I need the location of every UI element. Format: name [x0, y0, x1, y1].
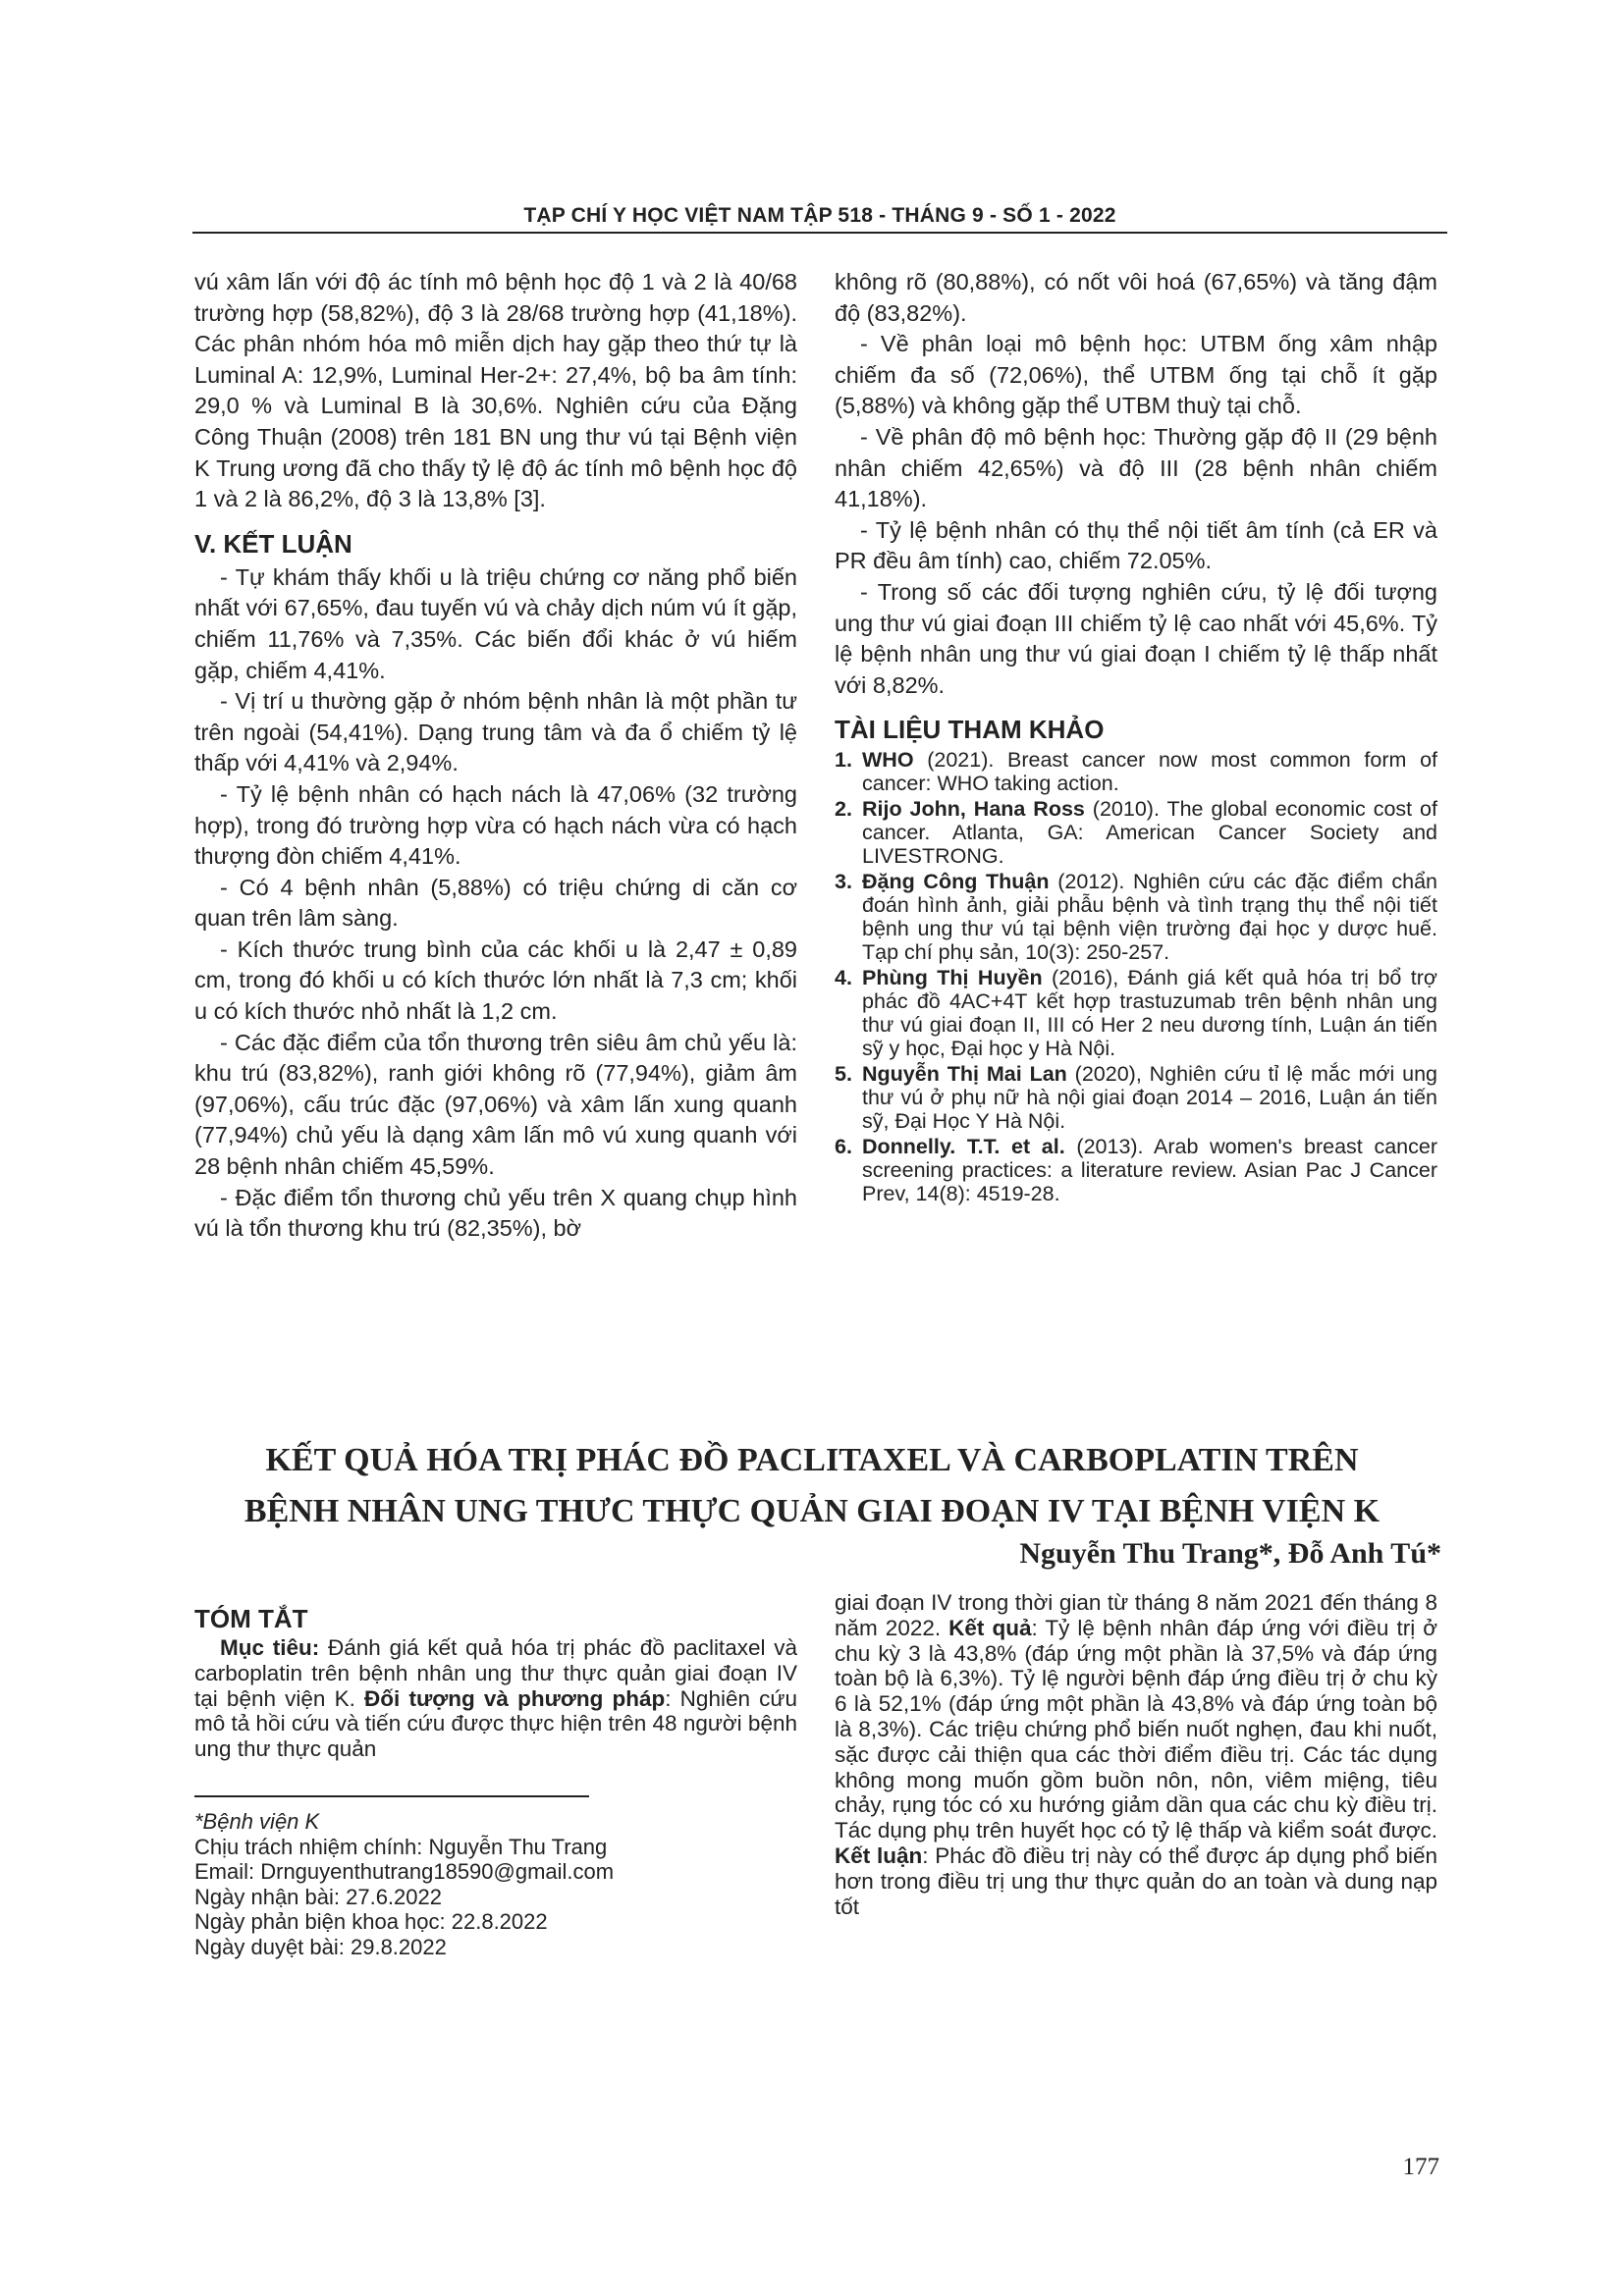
running-header: TẠP CHÍ Y HỌC VIỆT NAM TẬP 518 - THÁNG 9 - SỐ 1 - 2022 — [523, 204, 1116, 227]
reference-text: (2016), Đánh giá kết quả hóa trị bổ trợ phác đồ 4AC+4T kết hợp trastuzumab trên bệnh nhân ung thư vú giai đoạn II, III có Her 2 neu dương tính, Luận án tiến sỹ y học, Đại học y Hà Nội. — [862, 966, 1437, 1061]
article-title-line: BỆNH NHÂN UNG THƯC THỰC QUẢN GIAI ĐOẠN IV TẠI BỆNH VIỆN K — [244, 1493, 1380, 1529]
reference-text: (2012). Nghiên cứu các đặc điểm chẩn đoán hình ảnh, giải phẫu bệnh và tình trạng thụ thể nội tiết bệnh ung thư vú tại bệnh viện trường đại học y dược huế. Tạp chí phụ sản, 10(3): 250-257. — [862, 870, 1437, 965]
reference-item — [835, 966, 1437, 1060]
reference-item — [835, 748, 1437, 795]
footnotes — [194, 1809, 803, 1960]
reference-text: (2013). Arab women's breast cancer screening practices: a literature review. Asian Pac J Cancer Prev, 14(8): 4519-28. — [862, 1135, 1437, 1206]
reference-text: (2021). Breast cancer now most common form of cancer: WHO taking action. — [862, 748, 1437, 796]
section-title: V. KẾT LUẬN — [194, 528, 352, 559]
abstract-left — [194, 1635, 797, 1762]
objective-label: Mục tiêu: — [220, 1635, 320, 1660]
reference-number: 4. — [835, 966, 852, 990]
article-title — [157, 1435, 1467, 1537]
method-label: Đối tượng và phương pháp — [364, 1685, 666, 1711]
reference-author: Nguyễn Thị Mai Lan — [862, 1062, 1067, 1087]
footnote-email: Email: Drnguyenthutrang18590@gmail.com — [194, 1859, 615, 1885]
reference-text: (2010). The global economic cost of cancer. Atlanta, GA: American Cancer Society and LIVESTRONG. — [862, 797, 1437, 869]
conclusion-item: - Có 4 bệnh nhân (5,88%) có triệu chứng di căn cơ quan trên lâm sàng. — [194, 874, 797, 932]
reference-text: (2020), Nghiên cứu tỉ lệ mắc mới ung thư vú ở phụ nữ hà nội giai đoạn 2014 – 2016, Luận án tiến sỹ, Đại Học Y Hà Nội. — [862, 1062, 1437, 1134]
reference-author: Donnelly. T.T. et al. — [862, 1135, 1065, 1159]
article-title-line: KẾT QUẢ HÓA TRỊ PHÁC ĐỒ PACLITAXEL VÀ CARBOPLATIN TRÊN — [265, 1442, 1359, 1478]
footnote-affiliation: *Bệnh viện K — [194, 1809, 320, 1834]
footnote-reviewed: Ngày phản biện khoa học: 22.8.2022 — [194, 1909, 548, 1935]
article-authors: Nguyễn Thu Trang*, Đỗ Anh Tú* — [1019, 1537, 1441, 1570]
paragraph: vú xâm lấn với độ ác tính mô bệnh học độ 1 và 2 là 40/68 trường hợp (58,82%), độ 3 là 28/68 trường hợp (41,18%). Các phân nhóm hóa mô miễn dịch hay gặp theo thứ tự là Luminal A: 12,9%, Luminal Her-2+: 27,4%, bộ ba âm tính: 29,0 % và Luminal B là 30,6%. Nghiên cứu của Đặng Công Thuận (2008) trên 181 BN ung thư vú tại Bệnh viện K Trung ương đã cho thấy tỷ lệ độ ác tính mô bệnh học độ 1 và 2 là 86,2%, độ 3 là 13,8% [3]. — [194, 269, 797, 512]
reference-author: Rijo John, Hana Ross — [862, 797, 1085, 822]
reference-item — [835, 870, 1437, 964]
conclusion-item: - Kích thước trung bình của các khối u là 2,47 ± 0,89 cm, trong đó khối u có kích thước lớn nhất là 7,3 cm; khối u có kích thước nhỏ nhất là 1,2 cm. — [194, 935, 797, 1025]
header-rule — [192, 232, 1447, 234]
abstract-title: TÓM TẮT — [194, 1604, 308, 1633]
reference-number: 5. — [835, 1062, 852, 1087]
reference-number: 6. — [835, 1135, 852, 1159]
conclusion-item: - Về phân độ mô bệnh học: Thường gặp độ II (29 bệnh nhân chiếm 42,65%) và độ III (28 bệnh nhân chiếm 41,18%). — [835, 423, 1437, 512]
reference-item — [835, 1062, 1437, 1133]
result-label: Kết quả — [948, 1615, 1032, 1640]
footnote-rule — [194, 1795, 589, 1797]
reference-author: Phùng Thị Huyền — [862, 966, 1043, 990]
conclusion-item: - Tỷ lệ bệnh nhân có thụ thể nội tiết âm tính (cả ER và PR đều âm tính) cao, chiếm 72.05%. — [835, 516, 1437, 574]
objective-text: Đánh giá kết quả hóa trị phác đồ paclitaxel và carboplatin trên bệnh nhân ung thư thực quản giai đoạn IV tại bệnh viện K. — [194, 1635, 797, 1711]
abstract-text: giai đoạn IV trong thời gian từ tháng 8 năm 2021 đến tháng 8 năm 2022. — [835, 1590, 1437, 1640]
conclusion-label: Kết luận — [835, 1842, 923, 1868]
reference-author: Đặng Công Thuận — [862, 870, 1050, 894]
reference-author: WHO — [862, 748, 914, 773]
conclusion-item: - Đặc điểm tổn thương chủ yếu trên X quang chụp hình vú là tổn thương khu trú (82,35%), bờ — [194, 1184, 797, 1242]
method-text: : Nghiên cứu mô tả hồi cứu và tiến cứu được thực hiện trên 48 người bệnh ung thư thực quản — [194, 1685, 797, 1762]
paragraph: không rõ (80,88%), có nốt vôi hoá (67,65%) và tăng đậm độ (83,82%). — [835, 269, 1437, 326]
left-column — [194, 267, 797, 1245]
abstract-right — [835, 1590, 1437, 1919]
result-text: : Tỷ lệ bệnh nhân đáp ứng với điều trị ở chu kỳ 3 là 43,8% (đáp ứng một phần là 37,5% và đáp ứng toàn bộ là 6,3%). Tỷ lệ người bệnh đáp ứng điều trị ở chu kỳ 6 là 52,1% (đáp ứng một phần là 43,8% và đáp ứng toàn bộ là 8,3%). Các triệu chứng phổ biến nuốt nghẹn, đau khi nuốt, sặc được cải thiện qua các thời điểm điều trị. Các tác dụng không mong muốn gồm buồn nôn, nôn, viêm miệng, tiêu chảy, rụng tóc có xu hướng giảm dần qua các chu kỳ điều trị. Tác dụng phụ trên huyết học có tỷ lệ thấp và kiểm soát được. — [835, 1615, 1438, 1843]
conclusion-item: - Về phân loại mô bệnh học: UTBM ống xâm nhập chiếm đa số (72,06%), thể UTBM ống tại chỗ ít gặp (5,88%) và không gặp thể UTBM thuỳ tại chỗ. — [835, 331, 1437, 419]
footnote-approved: Ngày duyệt bài: 29.8.2022 — [194, 1934, 447, 1959]
footnote-received: Ngày nhận bài: 27.6.2022 — [194, 1884, 442, 1909]
reference-item — [835, 1135, 1437, 1205]
footnote-responsible: Chịu trách nhiệm chính: Nguyễn Thu Trang — [194, 1834, 608, 1859]
references-list — [835, 748, 1437, 1205]
reference-number: 3. — [835, 870, 852, 894]
right-column — [835, 267, 1437, 1207]
reference-number: 2. — [835, 797, 852, 822]
conclusion-text: : Phác đồ điều trị này có thể được áp dụng phổ biến hơn trong điều trị ung thư thực quản do an toàn và dung nạp tốt — [835, 1842, 1437, 1919]
conclusion-item: - Tự khám thấy khối u là triệu chứng cơ năng phổ biến nhất với 67,65%, đau tuyến vú và chảy dịch núm vú ít gặp, chiếm 11,76% và 7,35%. Các biến đổi khác ở vú hiếm gặp, chiếm 4,41%. — [194, 563, 797, 683]
page-number: 177 — [1402, 2154, 1439, 2180]
reference-item — [835, 797, 1437, 868]
conclusion-item: - Vị trí u thường gặp ở nhóm bệnh nhân là một phần tư trên ngoài (54,41%). Dạng trung tâm và đa ổ chiếm tỷ lệ thấp với 4,41% và 2,94%. — [194, 688, 797, 776]
references-title: TÀI LIỆU THAM KHẢO — [835, 715, 1105, 745]
conclusion-item: - Các đặc điểm của tổn thương trên siêu âm chủ yếu là: khu trú (83,82%), ranh giới không rõ (77,94%), giảm âm (97,06%), cấu trúc đặc (97,06%) và xâm lấn xung quanh (77,94%) chủ yếu là dạng xâm lấn mô vú xung quanh với 28 bệnh nhân chiếm 45,59%. — [194, 1029, 797, 1180]
conclusion-item: - Tỷ lệ bệnh nhân có hạch nách là 47,06% (32 trường hợp), trong đó trường hợp vừa có hạch nách vừa có hạch thượng đòn chiếm 4,41%. — [194, 780, 797, 870]
reference-number: 1. — [835, 748, 852, 773]
abstract-paragraph — [194, 1635, 797, 1762]
conclusion-item: - Trong số các đối tượng nghiên cứu, tỷ lệ đối tượng ung thư vú giai đoạn III chiếm tỷ lệ cao nhất với 45,6%. Tỷ lệ bệnh nhân ung thư vú giai đoạn I chiếm tỷ lệ thấp nhất với 8,82%. — [835, 578, 1437, 698]
abstract-paragraph — [835, 1590, 1437, 1919]
